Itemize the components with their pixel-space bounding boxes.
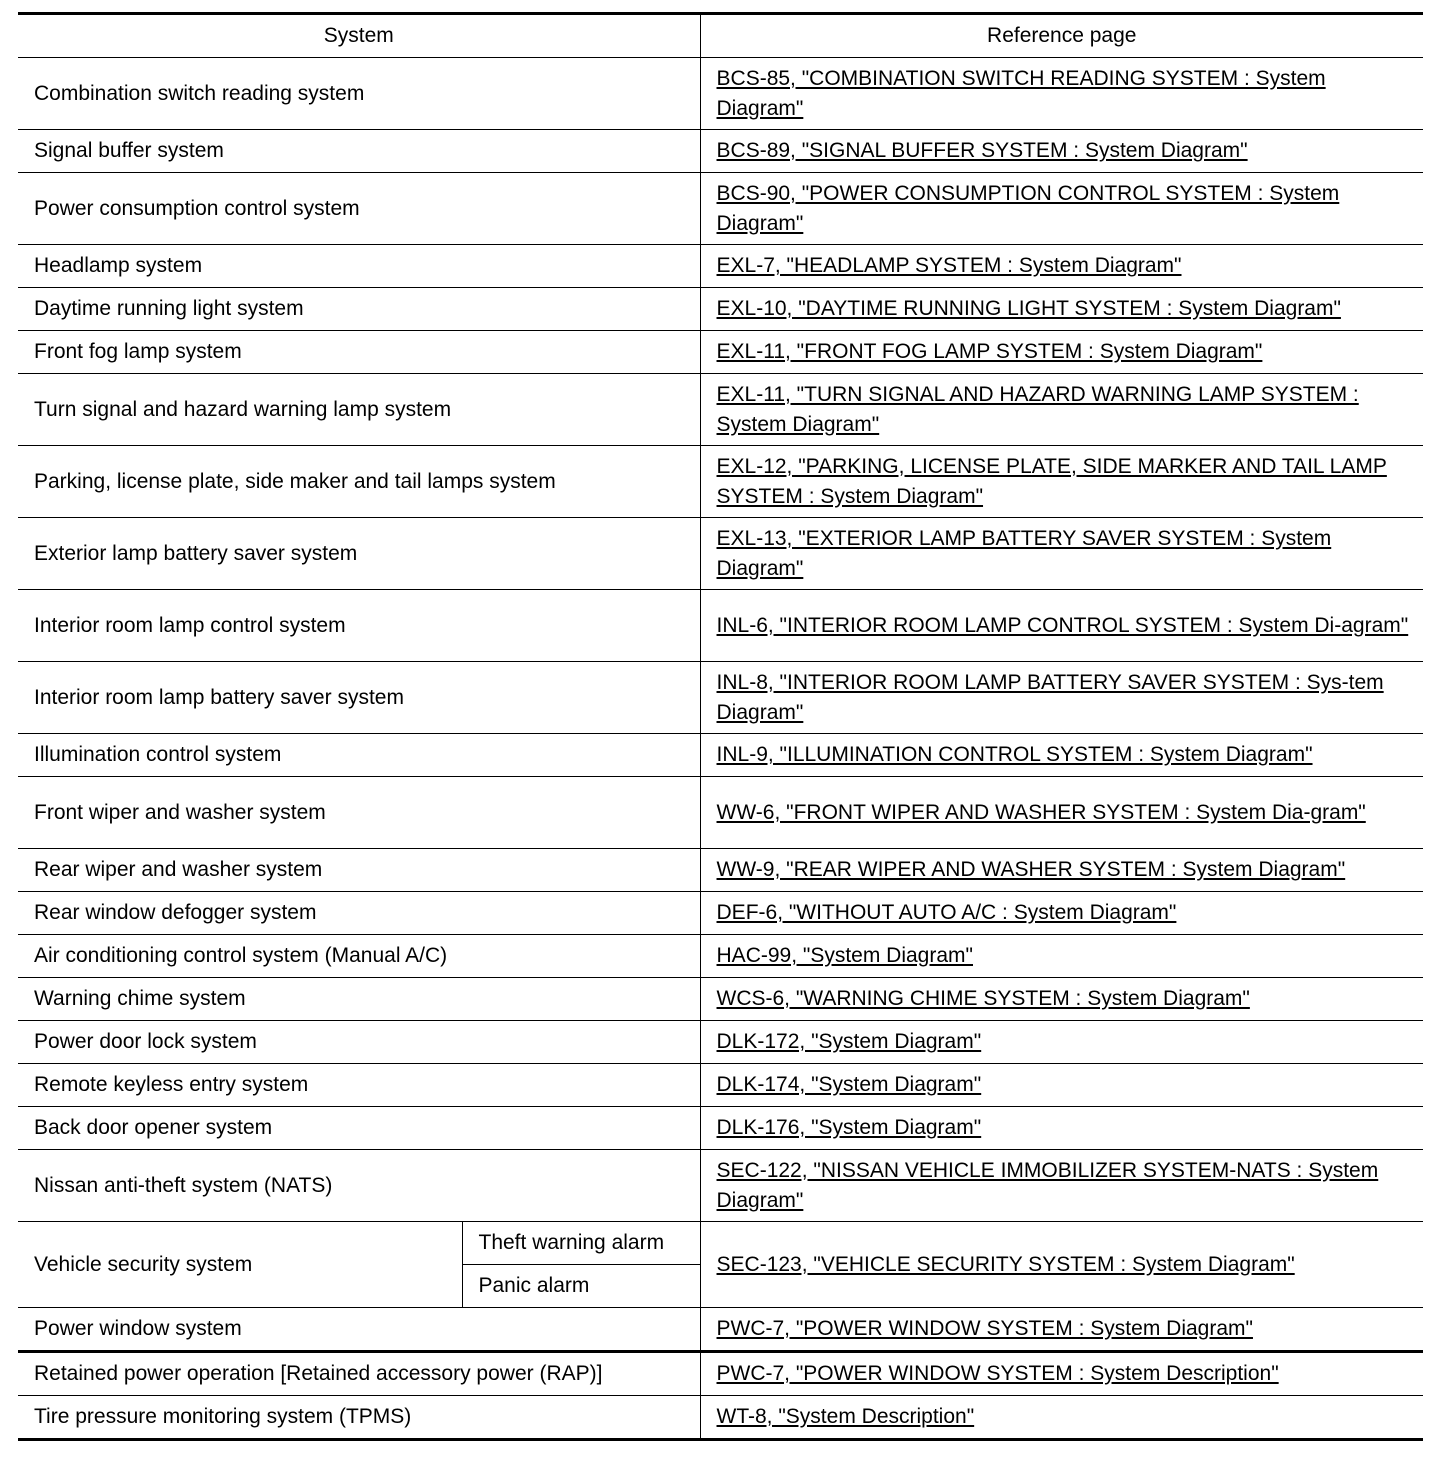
reference-link[interactable]: EXL-10, "DAYTIME RUNNING LIGHT SYSTEM : System Diagram": [700, 288, 1423, 331]
table-row: [18, 935, 1423, 978]
table-row: [18, 1064, 1423, 1107]
system-cell: Front wiper and washer system: [18, 777, 700, 849]
reference-link[interactable]: WT-8, "System Description": [700, 1396, 1423, 1440]
reference-link[interactable]: EXL-11, "FRONT FOG LAMP SYSTEM : System Diagram": [700, 331, 1423, 374]
system-cell: Front fog lamp system: [18, 331, 700, 374]
reference-link[interactable]: EXL-13, "EXTERIOR LAMP BATTERY SAVER SYSTEM : System Diagram": [700, 518, 1423, 590]
table-row: [18, 130, 1423, 173]
reference-link[interactable]: DEF-6, "WITHOUT AUTO A/C : System Diagram": [700, 892, 1423, 935]
system-cell: Interior room lamp control system: [18, 590, 700, 662]
table-row: [18, 331, 1423, 374]
table-row: [18, 734, 1423, 777]
subsystem-cell: Theft warning alarm: [462, 1222, 700, 1265]
table-row: [18, 173, 1423, 245]
table-row: [18, 288, 1423, 331]
reference-link[interactable]: PWC-7, "POWER WINDOW SYSTEM : System Diagram": [700, 1308, 1423, 1352]
system-cell: Back door opener system: [18, 1107, 700, 1150]
system-cell: Power window system: [18, 1308, 700, 1352]
table-row: [18, 1352, 1423, 1396]
table-row: [18, 662, 1423, 734]
table-row: [18, 374, 1423, 446]
reference-link[interactable]: INL-8, "INTERIOR ROOM LAMP BATTERY SAVER SYSTEM : Sys-tem Diagram": [700, 662, 1423, 734]
system-cell: Turn signal and hazard warning lamp system: [18, 374, 700, 446]
system-cell: Interior room lamp battery saver system: [18, 662, 700, 734]
reference-link[interactable]: INL-6, "INTERIOR ROOM LAMP CONTROL SYSTEM : System Di-agram": [700, 590, 1423, 662]
table-row: [18, 777, 1423, 849]
system-cell: Remote keyless entry system: [18, 1064, 700, 1107]
reference-link[interactable]: EXL-11, "TURN SIGNAL AND HAZARD WARNING LAMP SYSTEM : System Diagram": [700, 374, 1423, 446]
reference-link[interactable]: HAC-99, "System Diagram": [700, 935, 1423, 978]
reference-link[interactable]: DLK-172, "System Diagram": [700, 1021, 1423, 1064]
reference-link[interactable]: SEC-122, "NISSAN VEHICLE IMMOBILIZER SYSTEM-NATS : System Diagram": [700, 1150, 1423, 1222]
system-cell: Warning chime system: [18, 978, 700, 1021]
table-row: [18, 518, 1423, 590]
system-cell: Exterior lamp battery saver system: [18, 518, 700, 590]
reference-link[interactable]: BCS-90, "POWER CONSUMPTION CONTROL SYSTEM : System Diagram": [700, 173, 1423, 245]
table-row: [18, 245, 1423, 288]
table-row: [18, 892, 1423, 935]
table-row: [18, 58, 1423, 130]
table-row: [18, 1396, 1423, 1440]
reference-table: [18, 12, 1423, 1441]
reference-link[interactable]: DLK-176, "System Diagram": [700, 1107, 1423, 1150]
system-cell: Illumination control system: [18, 734, 700, 777]
reference-link[interactable]: WW-9, "REAR WIPER AND WASHER SYSTEM : System Diagram": [700, 849, 1423, 892]
system-cell: Headlamp system: [18, 245, 700, 288]
table-row: [18, 849, 1423, 892]
system-cell: Power consumption control system: [18, 173, 700, 245]
table-row: [18, 1308, 1423, 1352]
reference-link[interactable]: WCS-6, "WARNING CHIME SYSTEM : System Diagram": [700, 978, 1423, 1021]
system-cell: Tire pressure monitoring system (TPMS): [18, 1396, 700, 1440]
system-cell: Nissan anti-theft system (NATS): [18, 1150, 700, 1222]
header-reference: Reference page: [700, 14, 1423, 58]
system-cell: Air conditioning control system (Manual A/C): [18, 935, 700, 978]
table-row: [18, 978, 1423, 1021]
reference-link[interactable]: PWC-7, "POWER WINDOW SYSTEM : System Description": [700, 1352, 1423, 1396]
reference-link[interactable]: EXL-7, "HEADLAMP SYSTEM : System Diagram": [700, 245, 1423, 288]
system-cell: Daytime running light system: [18, 288, 700, 331]
table-row: [18, 1150, 1423, 1222]
reference-link[interactable]: INL-9, "ILLUMINATION CONTROL SYSTEM : System Diagram": [700, 734, 1423, 777]
reference-link[interactable]: BCS-89, "SIGNAL BUFFER SYSTEM : System Diagram": [700, 130, 1423, 173]
system-cell: Signal buffer system: [18, 130, 700, 173]
reference-link[interactable]: EXL-12, "PARKING, LICENSE PLATE, SIDE MARKER AND TAIL LAMP SYSTEM : System Diagram": [700, 446, 1423, 518]
system-cell: Vehicle security system: [18, 1222, 462, 1308]
reference-link[interactable]: DLK-174, "System Diagram": [700, 1064, 1423, 1107]
system-cell: Retained power operation [Retained accessory power (RAP)]: [18, 1352, 700, 1396]
table-row: [18, 1021, 1423, 1064]
reference-link[interactable]: BCS-85, "COMBINATION SWITCH READING SYSTEM : System Diagram": [700, 58, 1423, 130]
system-cell: Combination switch reading system: [18, 58, 700, 130]
subsystem-cell: Panic alarm: [462, 1265, 700, 1308]
table-row: [18, 1107, 1423, 1150]
system-cell: Rear window defogger system: [18, 892, 700, 935]
header-row: [18, 14, 1423, 58]
reference-link[interactable]: SEC-123, "VEHICLE SECURITY SYSTEM : System Diagram": [700, 1222, 1423, 1308]
table-row: [18, 446, 1423, 518]
system-cell: Power door lock system: [18, 1021, 700, 1064]
system-cell: Rear wiper and washer system: [18, 849, 700, 892]
reference-link[interactable]: WW-6, "FRONT WIPER AND WASHER SYSTEM : System Dia-gram": [700, 777, 1423, 849]
table-row-vehicle-security: [18, 1222, 1423, 1265]
table-row: [18, 590, 1423, 662]
system-cell: Parking, license plate, side maker and tail lamps system: [18, 446, 700, 518]
header-system: System: [18, 14, 700, 58]
